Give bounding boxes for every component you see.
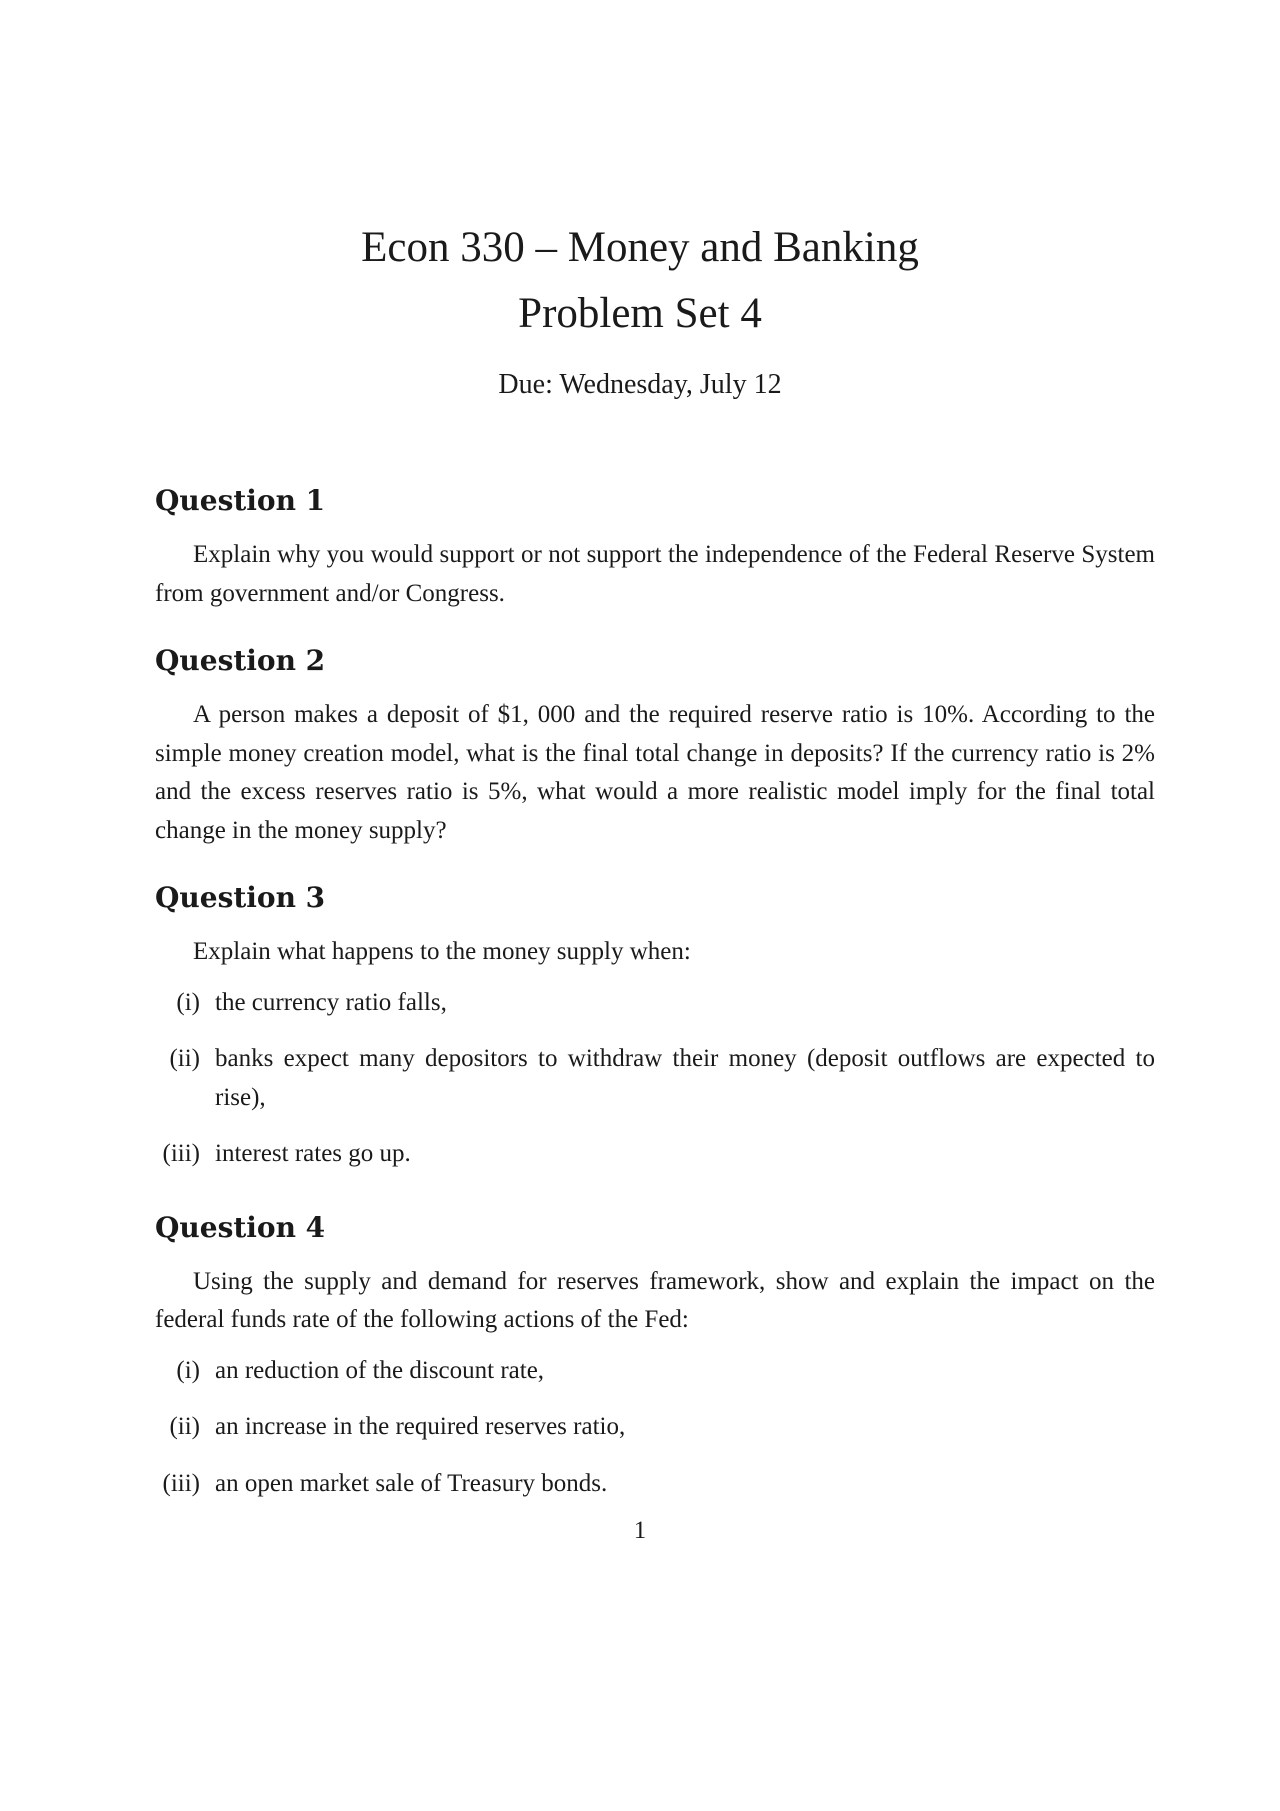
list-item-text: the currency ratio falls, — [215, 988, 447, 1016]
question-heading: Question 4 — [155, 1210, 326, 1244]
question-heading: Question 2 — [155, 644, 326, 677]
list-marker: (i) — [176, 988, 200, 1016]
list-item-text: an open market sale of Treasury bonds. — [215, 1469, 608, 1497]
list-item — [155, 1465, 1155, 1504]
list-marker: (iii) — [162, 1469, 200, 1497]
list-item — [155, 1408, 1155, 1447]
list-item-text: an reduction of the discount rate, — [215, 1356, 545, 1384]
list-item-text: an increase in the required reserves ratio, — [215, 1413, 626, 1440]
list-item — [155, 984, 1155, 1023]
question-text: Explain what happens to the money supply when: — [193, 938, 691, 965]
list-marker: (iii) — [162, 1140, 200, 1167]
list-item-text: interest rates go up. — [215, 1140, 411, 1167]
document-subtitle: Problem Set 4 — [518, 290, 762, 337]
question-4 — [155, 1211, 1155, 1504]
question-text: Explain why you would support or not support the independence of the Federal Reserve System from government and/or Congress. — [155, 541, 1155, 607]
questions-section — [155, 484, 1155, 1503]
due-date: Due: Wednesday, July 12 — [498, 369, 782, 400]
list-item — [155, 1135, 1155, 1174]
answer-list — [155, 1352, 1155, 1504]
answer-list — [155, 984, 1155, 1174]
list-marker: (i) — [176, 1356, 200, 1384]
list-marker: (ii) — [169, 1045, 200, 1072]
question-text: Using the supply and demand for reserves framework, show and explain the impact on the federal funds rate of the following actions of the Fed: — [155, 1267, 1155, 1333]
question-2 — [155, 644, 1155, 850]
question-heading: Question 1 — [155, 484, 326, 517]
document-title: Econ 330 – Money and Banking — [361, 224, 919, 271]
question-1 — [155, 484, 1155, 613]
list-marker: (ii) — [169, 1413, 200, 1440]
question-text: A person makes a deposit of $1, 000 and the required reserve ratio is 10%. According to the simple money creation model, what is the final total change in deposits? If the currency ratio is 2% and the excess reserves ratio is 5%, what would a more realistic model imply for the final total change in the money supply? — [155, 701, 1155, 844]
question-heading: Question 3 — [155, 881, 326, 914]
list-item — [155, 1040, 1155, 1117]
list-item-text: banks expect many depositors to withdraw their money (deposit outflows are expected to rise), — [215, 1045, 1155, 1111]
page-number: 1 — [633, 1517, 647, 1544]
question-3 — [155, 881, 1155, 1174]
list-item — [155, 1352, 1155, 1391]
